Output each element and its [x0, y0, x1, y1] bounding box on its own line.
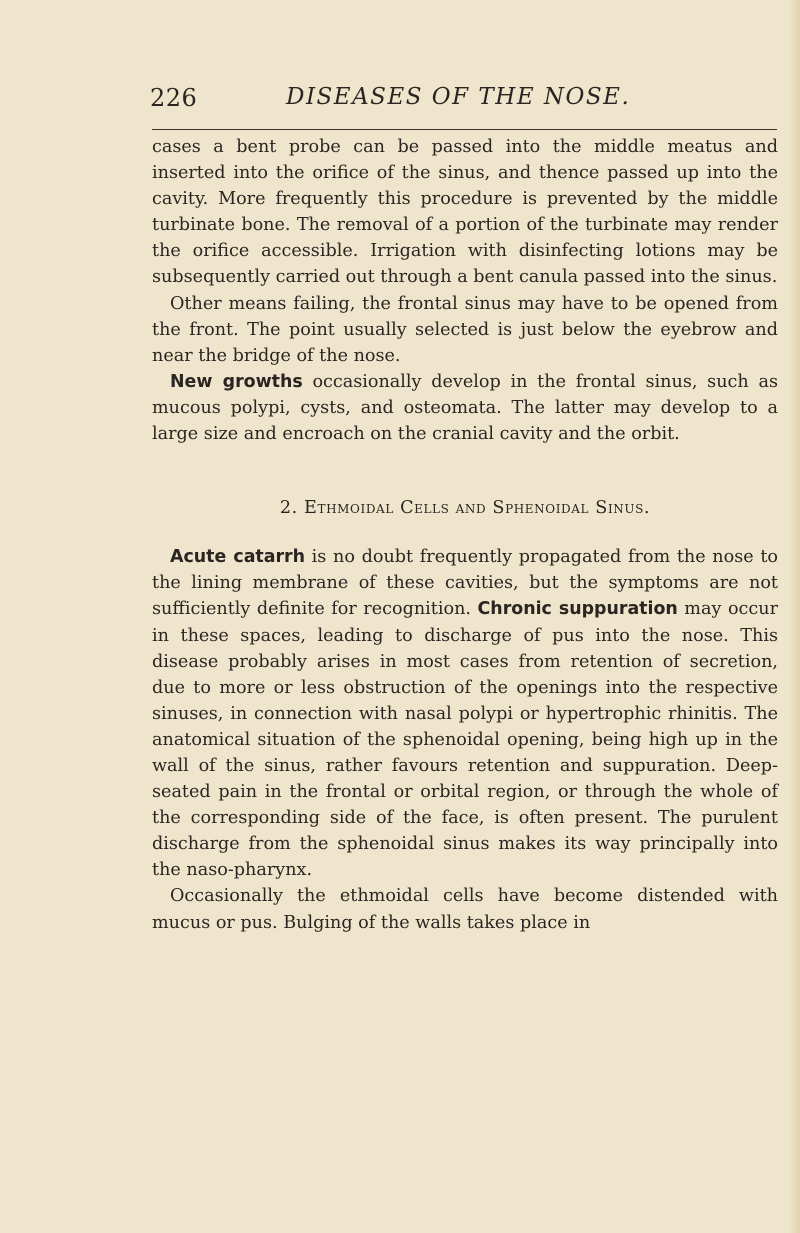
- paragraph: [152, 291, 778, 369]
- running-title: DISEASES OF THE NOSE.: [286, 84, 631, 110]
- paragraph: [152, 369, 778, 447]
- paragraph-text: cases a bent probe can be passed into the middle meatus and inserted into the orifice of the sinus, and thence passed up into the cavity. More frequently this procedure is prevented by the middle turbinate bone. The removal of a portion of the turbinate may render the orifice accessible. Irrigation with disinfecting lotions may be subsequently carried out through a bent canula passed into the sinus.: [152, 137, 778, 288]
- paragraph-text: occasionally develop in the frontal sinus, such as mucous polypi, cysts, and osteomata. The latter may develop to a large size and encroach on the cranial cavity and the orbit.: [152, 371, 778, 445]
- section-heading-text: 2. Ethmoidal Cells and Sphenoidal Sinus.: [279, 498, 651, 519]
- page-number: 226: [150, 84, 198, 112]
- section-heading: [152, 495, 778, 521]
- paragraph: [152, 544, 778, 883]
- page-edge-shadow: [788, 0, 800, 1233]
- paragraph-text: Occasionally the ethmoidal cells have become distended with mucus or pus. Bulging of the walls takes place in: [152, 886, 778, 933]
- paragraph-text: Other means failing, the frontal sinus may have to be opened from the front. The point usually selected is just below the eyebrow and near the bridge of the nose.: [152, 293, 778, 366]
- paragraph: [152, 883, 778, 935]
- header-rule: [152, 129, 777, 130]
- paragraph-text: is no doubt frequently propagated from the nose to the lining membrane of these cavities, but the symptoms are not sufficiently definite for recognition.: [152, 547, 778, 620]
- body-text: [152, 134, 778, 936]
- run-in-heading-acute-catarrh: Acute catarrh: [170, 547, 306, 568]
- running-header: [150, 84, 770, 120]
- run-in-heading-chronic-suppuration: Chronic suppuration: [477, 599, 678, 620]
- paragraph-text: may occur in these spaces, leading to discharge of pus into the nose. This disease probably arises in most cases from retention of secretion, due to more or less obstruction of the openings into the respective sinuses, in connection with nasal polypi or hypertrophic rhinitis. The anatomical situation of the sphenoidal opening, being high up in the wall of the sinus, rather favours retention and suppuration. Deep-seated pain in the frontal or orbital region, or through the whole of the corresponding side of the face, is often present. The purulent discharge from the sphenoidal sinus makes its way principally into the naso-pharynx.: [152, 599, 778, 881]
- paragraph: [152, 134, 778, 291]
- run-in-heading-new-growths: New growths: [170, 371, 303, 392]
